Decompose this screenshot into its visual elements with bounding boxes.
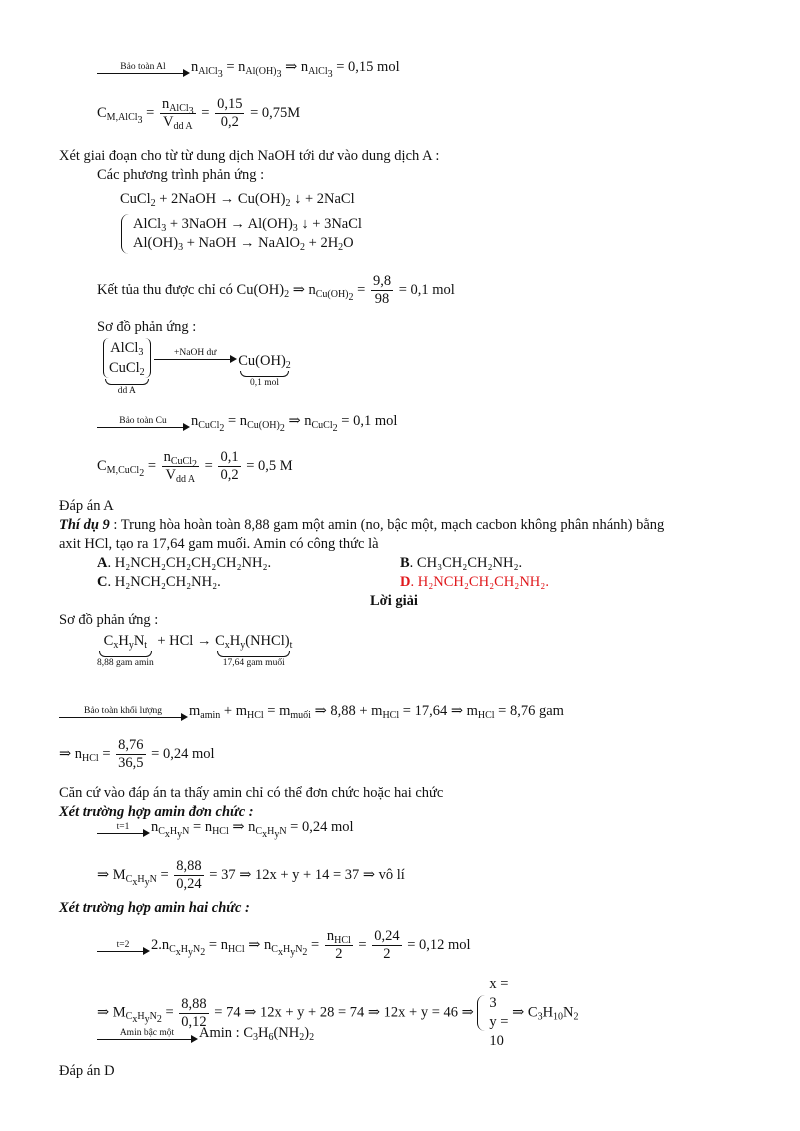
arrow-label: Bảo toàn Al [120,61,166,72]
n-cuoh2-value: 0,1 [410,281,429,298]
n-cucl2-value: 0,1 [353,413,372,429]
al-conservation-line: Bảo toàn Al $n_{AlCl_3} = n_{Al(OH)_3}$ ⇒ $n_{AlCl_3} = 0,15$ mol [97,58,400,76]
example-label: Thí dụ 9 [59,517,110,533]
fraction: $\frac{8,88}{0,24}$ [176,858,202,892]
left-brace-icon [121,214,130,254]
equations-intro: Các phương trình phản ứng : [97,167,265,183]
fraction: $\frac{8,88}{0,12}$ [181,995,207,1030]
n-hcl-value: 0,24 [162,745,189,762]
case-mono-heading: Xét trường hợp amin đơn chức : [59,804,254,820]
cm-cucl2-line: $C_{M,CuCl_2}$ = $\frac{n_{CuCl_2}}{V_{dd A}}$ = $\frac{0,1}{0,2}$ = 0,5 M [97,449,293,485]
al-conservation-arrow [97,62,189,74]
reasoning-text: Căn cứ vào đáp án ta thấy amin chỉ có thể đơn chức hoặc hai chức [59,785,444,801]
mass-conservation-arrow: Bảo toàn khối lượng [59,706,187,718]
cm-alcl3-value: 0,75 [261,104,288,121]
amine-hcl-scheme: $C_xH_yN_t$ 8,88 gam amin + HCl → $C_xH_y(NHCl)_t$ 17,64 gam muối [97,633,293,668]
scheme-intro-2: Sơ đồ phản ứng : [59,612,159,628]
t2-arrow: t=2 [97,940,149,952]
t1-arrow: t=1 [97,822,149,834]
m-hcl-value: 8,76 [509,703,536,719]
fraction: $\frac{9,8}{98}$ [372,273,392,307]
n-di-value: 0,12 [419,936,445,953]
fraction: $\frac{n_{AlCl_3}}{V_{dd A}}$ [161,96,194,132]
option-d-correct: D. H₂NCH₂CH₂CH₂NH₂. [400,574,549,590]
equation-cucl2: CuCl$_2$ + 2NaOH → $Cu(OH)_2$ ↓ + 2NaCl [120,191,355,209]
fraction: $\frac{n_{HCl}}{2}$ [326,928,351,962]
fraction: $\frac{0,1}{0,2}$ [220,449,239,483]
option-a: A. H₂NCH₂CH₂CH₂CH₂NH₂. [97,555,272,571]
mono-M-line: ⇒ $M_{C_xH_yN}$ = $\frac{8,88}{0,24}$ = 37 ⇒ 12x + y + 14 = 37 ⇒ vô lí [97,858,405,892]
dd-a-group: AlCl$_3$ CuCl$_2$ dd A [103,338,151,397]
fraction: $\frac{n_{CuCl_2}}{V_{dd A}}$ [163,449,197,485]
left-brace-icon [477,995,486,1031]
answer-a: Đáp án A [59,498,114,514]
cuoh2-product: $Cu(OH)_2$ 0,1 mol [238,353,291,388]
fraction: $\frac{8,76}{36,5}$ [118,737,144,771]
option-b: B. CH₃CH₂CH₂NH₂. [400,555,523,571]
primary-amine-line: Amin bậc một Amin : $C_3H_6(NH_2)_2$ [97,1024,314,1042]
primary-amine-arrow: Amin bậc một [97,1028,197,1040]
fraction: $\frac{0,15}{0,2}$ [217,96,243,130]
equation-system-al: AlCl$_3$ + 3NaOH → $Al(OH)_3$ ↓ + 3NaCl $Al(OH)_3$ + NaOH → NaAlO$_2$ + $2H_2O$ [121,214,362,254]
cu-conservation-line: Bảo toàn Cu $n_{CuCl_2} = n_{Cu(OH)_2}$ ⇒ $n_{CuCl_2} = 0,1$ mol [97,412,397,430]
di-t2-line: t=2 $2.n_{C_xH_yN_2} = n_{HCl}$ ⇒ $n_{C_xH_yN_2}$ = $\frac{n_{HCl}}{2}$ = $\frac{0,24}{2}$ = 0,12 mol [97,928,471,963]
salt-group: $C_xH_y(NHCl)_t$ 17,64 gam muối [215,633,293,668]
cm-alcl3-line: $C_{M,AlCl_3}$ = $\frac{n_{AlCl_3}}{V_{dd A}}$ = $\frac{0,15}{0,2}$ = 0,75M [97,96,301,132]
mass-conservation-line: Bảo toàn khối lượng $m_{amin} + m_{HCl} = m_{muối}$ ⇒ $8,88 + m_{HCl} = 17,64$ ⇒ $m_{HCl} = 8,76$ gam [59,702,564,720]
stage-naoh-text: Xét giai đoạn cho từ từ dung dịch NaOH tới dư vào dung dịch A : [59,148,440,164]
scheme-dd-a [103,338,291,397]
contradiction-text: vô lí [378,866,405,883]
solution-title: Lời giải [370,593,418,609]
scheme-intro: Sơ đồ phản ứng : [97,319,197,335]
n-hcl-line: ⇒ $n_{HCl}$ = $\frac{8,76}{36,5}$ = 0,24 mol [59,737,215,771]
example-9-line-2: axit HCl, tạo ra 17,64 gam muối. Amin có công thức là [59,536,379,552]
naoh-excess-arrow: +NaOH dư [154,348,236,360]
case-di-heading: Xét trường hợp amin hai chức : [59,900,250,916]
n-alcl3-value: 0,15 [348,59,374,75]
fraction: $\frac{0,24}{2}$ [374,928,400,962]
precipitate-line: Kết tủa thu được chỉ có $Cu(OH)_2$ ⇒ $n_{Cu(OH)_2}$ = $\frac{9,8}{98}$ = 0,1 mol [97,273,455,307]
cu-conservation-arrow: Bảo toàn Cu [97,416,189,428]
answer-d: Đáp án D [59,1063,115,1079]
cm-cucl2-value: 0,5 [258,457,277,474]
option-c: C. H₂NCH₂CH₂NH₂. [97,574,221,590]
amine-group: $C_xH_yN_t$ 8,88 gam amin [97,633,154,668]
mono-t1-line: t=1 $n_{C_xH_yN} = n_{HCl}$ ⇒ $n_{C_xH_yN} = 0,24$ mol [97,818,354,836]
di-M-line: ⇒ $M_{C_xH_yN_2}$ = $\frac{8,88}{0,12}$ = 74 ⇒ 12x + y + 28 = 74 ⇒ 12x + y = 46 ⇒ x = 3 y = 10 ⇒ $C_3H_{10}N_2$ [97,976,579,1049]
example-9-line-1: Thí dụ 9 : Trung hòa hoàn toàn 8,88 gam một amin (no, bậc một, mạch cacbon không phân nhánh) bằng [59,517,665,533]
